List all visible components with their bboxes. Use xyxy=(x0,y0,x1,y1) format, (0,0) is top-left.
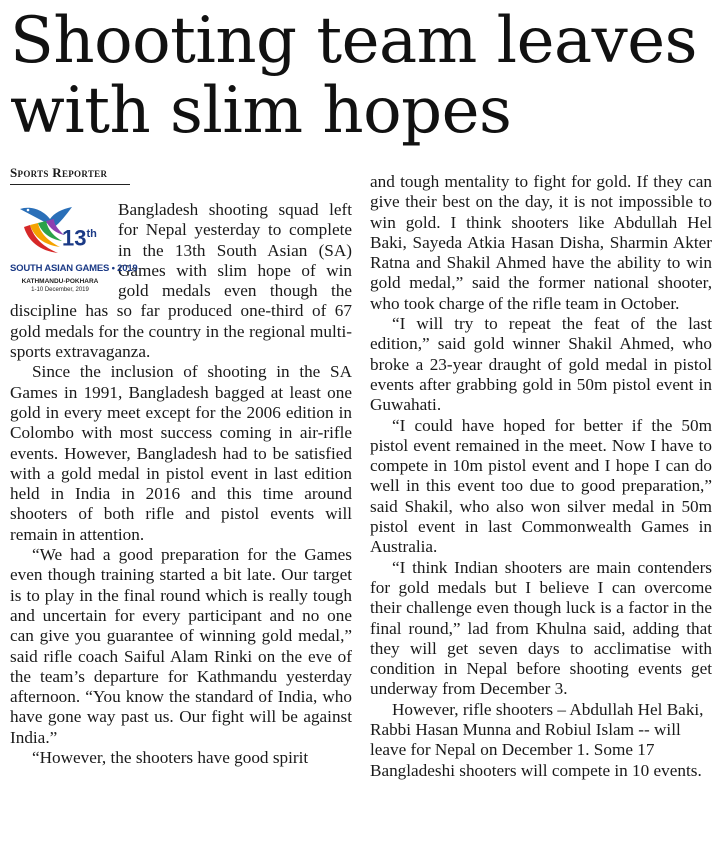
headline-line-2: with slim hopes xyxy=(10,74,512,148)
article-paragraph: and tough mentality to fight for gold. If they can give their best on the day, it is not impossible to win gold. I think shooters like Abdullah Hel Baki, Sayeda Atkia Hasan Disha, Sharmin Akter Ratna and Shakil Ahmed have the ability to win gold medal,” said the former national shooter, who took charge of the rifle team in October. xyxy=(370,172,712,313)
article-paragraph: “However, the shooters have good spirit xyxy=(32,748,309,768)
article-paragraph: Bangladesh shooting squad left for Nepal yesterday to complete in the 13th South Asian (SA) Games with slim hope of win gold medals even though the discipline has so far produced one-third of 67 gold medals for the country in the regional multi-sports extravaganza. xyxy=(10,200,352,362)
article-paragraph: “I will try to repeat the feat of the last edition,” said gold winner Shakil Ahmed, who broke a 23-year draught of gold medal in pistol events after grabbing gold in 50m pistol event in Guwahati. xyxy=(370,314,712,415)
logo-city: KATHMANDU-POKHARA xyxy=(21,278,99,285)
left-column xyxy=(10,166,352,768)
right-column xyxy=(370,172,712,781)
article-paragraph: However, rifle shooters – Abdullah Hel Baki, Rabbi Hasan Munna and Robiul Islam -- will leave for Nepal on December 1. Some 17 Bangladeshi shooters will compete in 10 events. xyxy=(370,699,704,780)
byline: Sports Reporter xyxy=(10,166,130,185)
article-paragraph: Since the inclusion of shooting in the SA Games in 1991, Bangladesh bagged at least one gold in every meet except for the 2006 edition in Colombo with most success coming in air-rifle events. However, Bangladesh had to be satisfied with a gold medal in pistol event in last edition held in India in 2016 and this time around shooters of both rifle and pistol events will remain in attention. xyxy=(10,362,352,544)
logo-edition-number: 13th xyxy=(62,225,97,251)
headline-line-1: Shooting team leaves xyxy=(10,4,697,78)
south-asian-games-logo xyxy=(10,201,138,297)
logo-title: SOUTH ASIAN GAMES • 2019 xyxy=(10,263,138,274)
article-paragraph: “I could have hoped for better if the 50m pistol event remained in the meet. Now I have to compete in 10m pistol event and I hope I can do well in this event too due to good preparation,” said Shakil, who also won silver medal in 50m pistol event in last Commonwealth Games in Australia. xyxy=(370,415,712,557)
logo-dates: 1-10 December, 2019 xyxy=(31,287,89,293)
article-paragraph: “We had a good preparation for the Games even though training started a bit late. Our target is to play in the final round which is really tough and uncertain for every participant and no one can give you guarantee of winning gold medal,” said rifle coach Saiful Alam Rinki on the eve of the team’s departure for Kathmandu yesterday afternoon. “You know the standard of India, who have gone way past us. Our fight will be against India.” xyxy=(10,545,352,747)
headline xyxy=(10,6,710,146)
article-paragraph: “I think Indian shooters are main contenders for gold medals but I believe I can overcome their challenge even though luck is a factor in the final round,” lad from Khulna said, adding that they will get seven days to acclimatise with condition in Nepal before shooting events get underway from December 3. xyxy=(370,557,712,699)
